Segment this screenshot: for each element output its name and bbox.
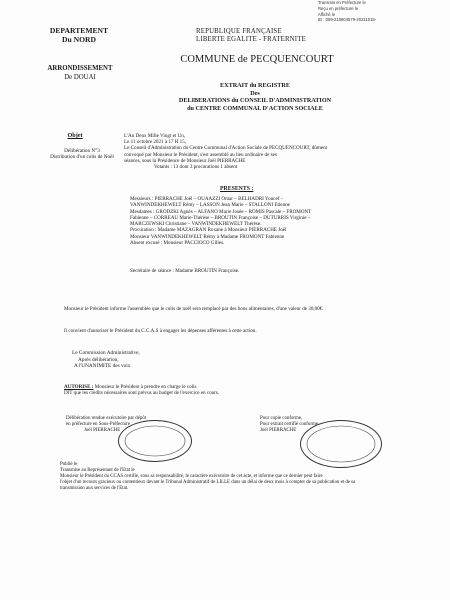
autorise-line: DIT que les crédits nécessaires sont prévus au budget de l'exercice en cours. <box>64 390 220 397</box>
stamp-line: Transmis en Préfecture le <box>318 0 366 5</box>
presents-label: PRESENTS : <box>220 186 254 192</box>
footer-line: l'objet d'un recours gracieux ou contentieux devant le Tribunal Administratif de LILLE dans un délai de deux mois à compter de sa publication et de sa <box>60 480 356 485</box>
department-block <box>24 26 134 44</box>
sig-line: Joël PIERRACHE <box>84 428 121 433</box>
decision-line: Après délibération, <box>78 356 119 363</box>
seal-ring-icon <box>119 421 191 461</box>
motto-line: LIBERTE EGALITE - FRATERNITE <box>196 36 306 43</box>
session-info <box>124 133 356 170</box>
member-line: Fabienne – CORREAU Marie-Thérèse – BROUTIN Françoise – DUTURRIS Virginie – <box>130 214 311 221</box>
session-text: convoqué par Monsieur le Président, s'est assemblé au lieu ordinaire de ses <box>124 151 277 158</box>
autorise-label: AUTORISE : <box>64 384 94 390</box>
session-year: L'An Deux Mille Vingt et Un, <box>124 133 186 139</box>
sig-line: Délibération rendue exécutoire par dépôt <box>66 416 147 421</box>
sig-line: Pour extrait certifié conforme <box>260 422 318 427</box>
ccas-seal-right <box>300 420 382 468</box>
body-paragraph: Monsieur le Président informe l'assemblée que le colis de noël sera remplacé par des bons alimentaires, d'une valeur de 30,00€. <box>64 306 324 312</box>
document-title <box>130 82 380 112</box>
commission-decision <box>72 350 192 370</box>
republic-line: REPUBLIQUE FRANÇAISE <box>196 28 282 35</box>
arrondissement-name: De DOUAI <box>64 74 96 81</box>
delib-number: Délibération N°3 <box>64 148 100 154</box>
department-name: Du NORD <box>62 35 96 44</box>
secretary-line: Secrétaire de séance : Madame BROUTIN Françoise. <box>130 268 240 274</box>
stamp-line: ID : 059-215904579-20211015- <box>318 17 377 23</box>
footer-line: Transmise au Représentant de l'Etat le <box>60 468 135 473</box>
seal-ring-icon <box>301 421 381 467</box>
title-line: DELIBERATIONS du CONSEIL D'ADMINISTRATION <box>178 97 332 105</box>
session-date: Le 11 octobre 2021 à 17 H 15, <box>124 139 187 146</box>
sig-line: en préfecture en Sous-Préfecture <box>66 422 130 427</box>
footer-notice <box>60 462 390 492</box>
member-line: Messieurs : PIERRACHE Joël – OUAAZZI Omar – BELHADRI Youcef – <box>130 196 284 202</box>
decision-line: Le Commission Administrative, <box>72 350 140 356</box>
title-line: Des <box>250 89 260 97</box>
republic-motto <box>196 28 316 44</box>
member-line: Procuration : Madame MAZAGRAN Roxane à Monsieur PIERRACHE Joël <box>130 227 287 234</box>
autorise-text: Monsieur le Président à prendre en charge le colis <box>94 384 197 390</box>
authorization <box>64 384 364 397</box>
sig-line: Joël PIERRACHE <box>260 428 297 433</box>
member-line: MARCZEWSKI Christiane – VANWINDEKHEWELT Thérèse. <box>130 221 262 228</box>
session-text: séances, sous la Présidence de Monsieur Joël PIERRACHE <box>124 157 246 164</box>
footer-line: Publié le <box>60 462 78 467</box>
title-line: EXTRAIT du REGISTRE <box>219 82 291 89</box>
transmission-stamp <box>318 0 450 38</box>
member-line: VANWINDEKHEWELT Rémy – LASSON Jean Marie – STALLONI Etienne <box>130 202 290 209</box>
ccas-seal-left <box>118 420 192 462</box>
delib-subject: Distribution d'un colis de Noël <box>50 154 114 161</box>
decision-line: A l'UNANIMITE des voix <box>74 363 131 370</box>
footer-line: transmission aux services de l'Etat. <box>60 486 129 491</box>
footer-line: Monsieur le Président du CCAS certifie, sous sa responsabilité, le caractère exécutoire de cet acte, et informe que ce dernier peut faire <box>60 474 323 479</box>
arrondissement-block <box>20 64 140 82</box>
session-text: Le Conseil d'Administration du Centre Communal d'Action Sociale de PECQUENCOURT, dûment <box>124 145 328 152</box>
members-list <box>130 196 376 246</box>
commune-title: COMMUNE de PECQUENCOURT <box>180 54 334 65</box>
objet-details <box>42 148 122 161</box>
objet-label: Objet <box>67 132 83 139</box>
sig-line: Pour copie conforme, <box>260 416 303 421</box>
department-label: DEPARTEMENT <box>49 26 109 35</box>
stamp-line: Affiché le <box>318 11 336 17</box>
body-paragraph: Il convient d'autoriser le Président du C.C.A.S à engager les dépenses afférentes à cette action. <box>64 328 257 334</box>
member-line: Monsieur VANWINDEKHEWELT Rémy à Madame FROMONT Fabienne <box>130 233 285 240</box>
member-line: Absent excusé : Monsieur PACCIOCO Gilles. <box>130 240 225 247</box>
session-votants: Votants : 13 dont 3 procurations 1 absent <box>154 164 238 171</box>
stamp-line: Reçu en préfecture le <box>318 5 359 11</box>
title-line: du CENTRE COMMUNAL D'ACTION SOCIALE <box>187 104 323 112</box>
member-line: Mesdames : GRODZKI Agnès – ALFANO Marie Josée – ROMIS Pascale – FROMONT <box>130 208 312 215</box>
arrondissement-label: ARRONDISSEMENT <box>47 65 113 72</box>
